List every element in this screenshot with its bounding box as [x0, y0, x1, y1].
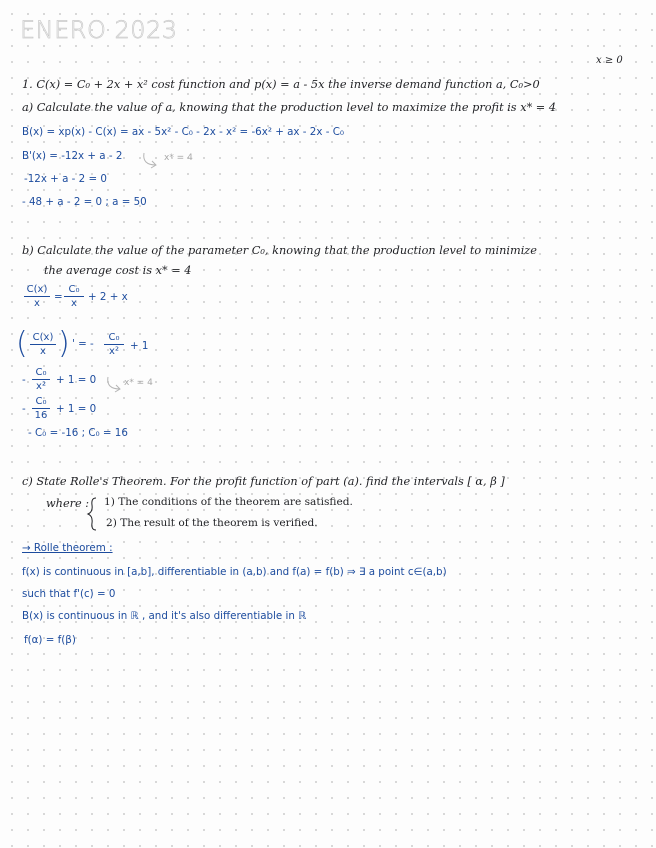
endpoint-equality: f(α) = f(β): [24, 634, 76, 646]
minus-sign: -: [22, 403, 26, 415]
part-b-question-line-2: the average cost is x* = 4: [44, 264, 192, 277]
denominator: x: [34, 298, 40, 309]
profit-derivative: B'(x) = -12x + a - 2: [22, 150, 123, 162]
part-a-question: a) Calculate the value of a, knowing that the production level to maximize the profit is x* = 4: [22, 101, 557, 114]
derivative-sign: ' = -: [72, 338, 94, 350]
avg-cost-rest: + 2 + x: [88, 291, 128, 303]
fraction-bar: [24, 296, 50, 297]
right-paren: ): [58, 326, 70, 361]
brace-icon: [86, 496, 100, 532]
fraction-bar: [32, 379, 50, 380]
denominator: x²: [109, 346, 119, 357]
equation-step: + 1 = 0: [56, 403, 97, 415]
numerator: C₀: [68, 284, 80, 295]
part-c-question-line-1: c) State Rolle's Theorem. For the profit function of part (a). find the intervals [ α, β ]: [22, 475, 505, 488]
profit-function: B(x) = xp(x) - C(x) = ax - 5x² - C₀ - 2x - x² = -6x² + ax - 2x - C₀: [22, 126, 345, 138]
denominator: 16: [34, 410, 48, 421]
minus-sign: -: [22, 374, 26, 386]
result-b: - C₀ = -16 ; C₀ = 16: [28, 427, 128, 439]
fraction-avg-cost: [24, 284, 50, 309]
numerator: C₀: [35, 396, 47, 407]
equals-sign: =: [54, 291, 63, 303]
part-c-question-line-2: where :: [46, 497, 90, 510]
equation-step: + 1 = 0: [56, 374, 97, 386]
denominator: x: [40, 346, 46, 357]
numerator: C₀: [108, 332, 120, 343]
profit-continuity: B(x) is continuous in ℝ , and it's also differentiable in ℝ: [22, 610, 307, 622]
fraction-c0-over-x: [64, 284, 84, 309]
page-title: ENERO 2023: [20, 16, 178, 44]
fraction-avg-cost: [30, 332, 56, 357]
domain-condition: x ≥ 0: [596, 55, 623, 66]
numerator: C(x): [32, 332, 54, 343]
derivative-tail: + 1: [130, 340, 149, 352]
condition-2: 2) The result of the theorem is verified.: [106, 517, 318, 529]
fraction-c0-over-x2: [104, 332, 124, 357]
fraction-c0-over-16: [32, 396, 50, 421]
question-1-statement: 1. C(x) = C₀ + 2x + x² cost function and p(x) = a - 5x the inverse demand function a, C₀>0: [22, 78, 540, 91]
fraction-bar: [64, 296, 84, 297]
numerator: C₀: [35, 367, 47, 378]
numerator: C(x): [26, 284, 48, 295]
margin-note: x* = 4: [124, 378, 153, 388]
fraction-bar: [30, 344, 56, 345]
rolle-statement: f(x) is continuous in [a,b], differentiable in (a,b) and f(a) = f(b) ⇒ ∃ a point c∈(a,b): [22, 566, 447, 578]
rolle-theorem-heading: → Rolle theorem :: [22, 542, 113, 554]
denominator: x: [71, 298, 77, 309]
result-a: - 48 + a - 2 = 0 ; a = 50: [22, 196, 147, 208]
condition-1: 1) The conditions of the theorem are satisfied.: [104, 496, 353, 508]
fraction-bar: [32, 408, 50, 409]
denominator: x²: [36, 381, 46, 392]
fraction-bar: [104, 344, 124, 345]
note-arrow-icon: [104, 375, 126, 395]
equation-step: -12x + a - 2 = 0: [24, 173, 107, 185]
fraction-c0-over-x2: [32, 367, 50, 392]
part-b-question-line-1: b) Calculate the value of the parameter C₀, knowing that the production level to minimize: [22, 244, 537, 257]
rolle-conclusion: such that f'(c) = 0: [22, 588, 116, 600]
margin-note: x* = 4: [164, 153, 193, 163]
note-arrow-icon: [140, 151, 164, 171]
left-paren: (: [16, 326, 28, 361]
